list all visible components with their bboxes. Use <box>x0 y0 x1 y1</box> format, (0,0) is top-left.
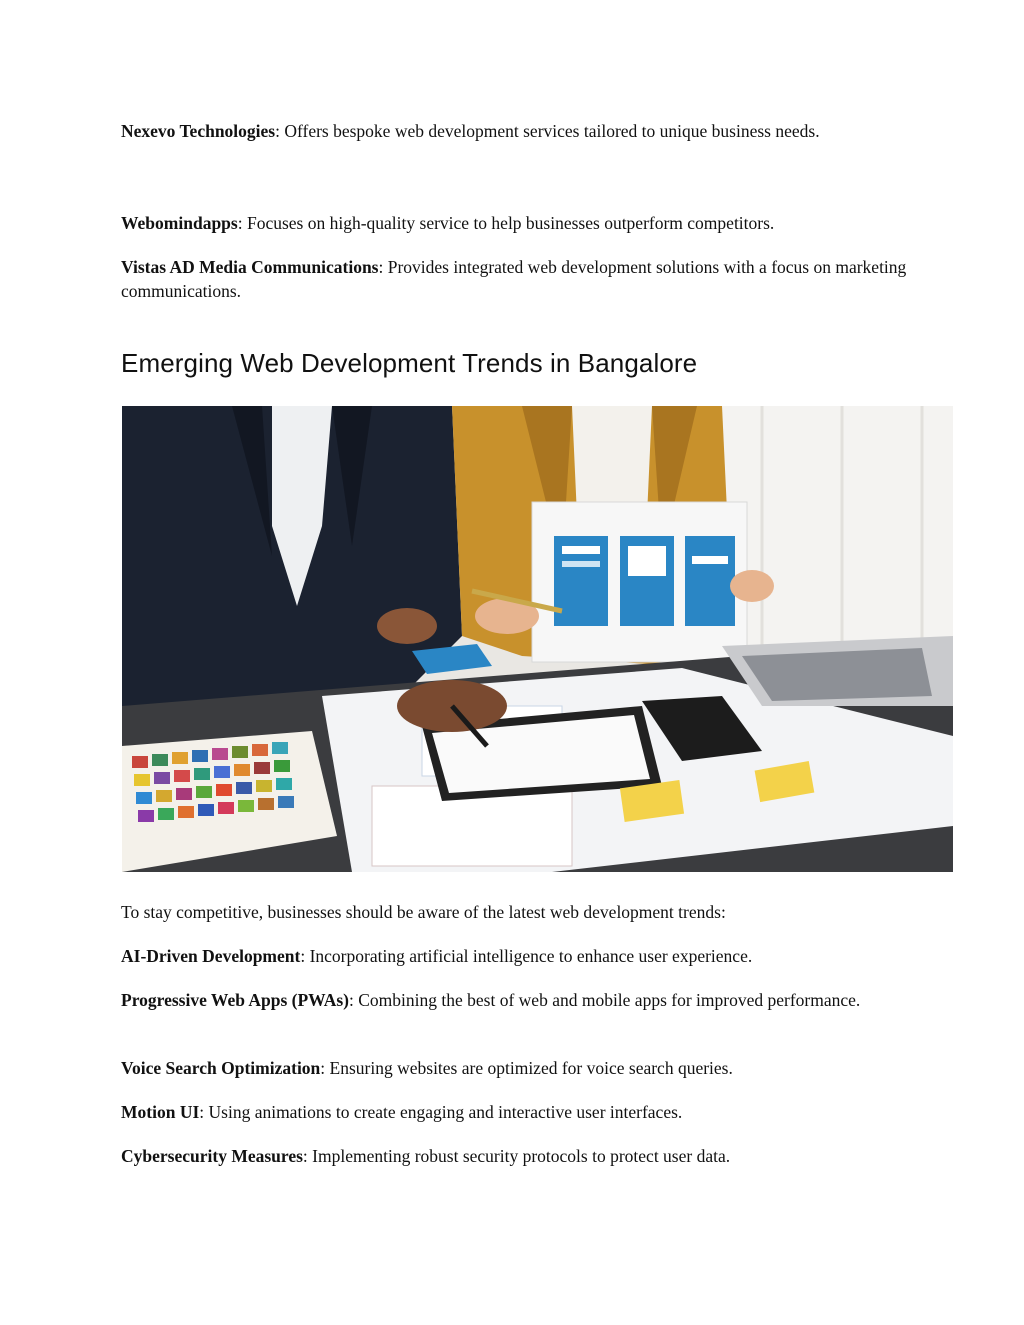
trend-name: Cybersecurity Measures <box>121 1146 303 1166</box>
trend-item-ai <box>121 944 911 968</box>
company-name: Webomindapps <box>121 213 238 233</box>
trend-description: : Combining the best of web and mobile apps for improved performance. <box>349 990 861 1010</box>
trend-description: : Implementing robust security protocols to protect user data. <box>302 1146 731 1166</box>
trends-intro: To stay competitive, businesses should be aware of the latest web development trends: <box>121 902 726 922</box>
company-description: : Provides integrated web development solutions with a focus on marketing communications. <box>121 257 907 301</box>
company-name: Nexevo Technologies <box>121 121 276 141</box>
company-item-webomindapps <box>121 211 911 235</box>
company-item-vistas <box>121 255 911 303</box>
trend-item-cybersecurity <box>121 1144 911 1168</box>
team-wireframe-photo <box>122 406 953 872</box>
section-heading: Emerging Web Development Trends in Bangalore <box>121 348 698 378</box>
company-description: : Offers bespoke web development services tailored to unique business needs. <box>275 121 820 141</box>
trend-item-motion-ui <box>121 1100 911 1124</box>
company-item-nexevo <box>121 119 911 143</box>
trend-item-pwa <box>121 988 911 1012</box>
trend-item-voice-search <box>121 1056 911 1080</box>
trend-description: : Incorporating artificial intelligence to enhance user experience. <box>300 946 753 966</box>
company-description: : Focuses on high-quality service to help businesses outperform competitors. <box>237 213 775 233</box>
trend-name: AI-Driven Development <box>121 946 301 966</box>
trend-name: Progressive Web Apps (PWAs) <box>121 990 350 1010</box>
trend-description: : Ensuring websites are optimized for voice search queries. <box>320 1058 733 1078</box>
trend-name: Motion UI <box>121 1102 200 1122</box>
company-name: Vistas AD Media Communications <box>121 257 379 277</box>
trend-name: Voice Search Optimization <box>121 1058 321 1078</box>
trend-description: : Using animations to create engaging and interactive user interfaces. <box>199 1102 683 1122</box>
